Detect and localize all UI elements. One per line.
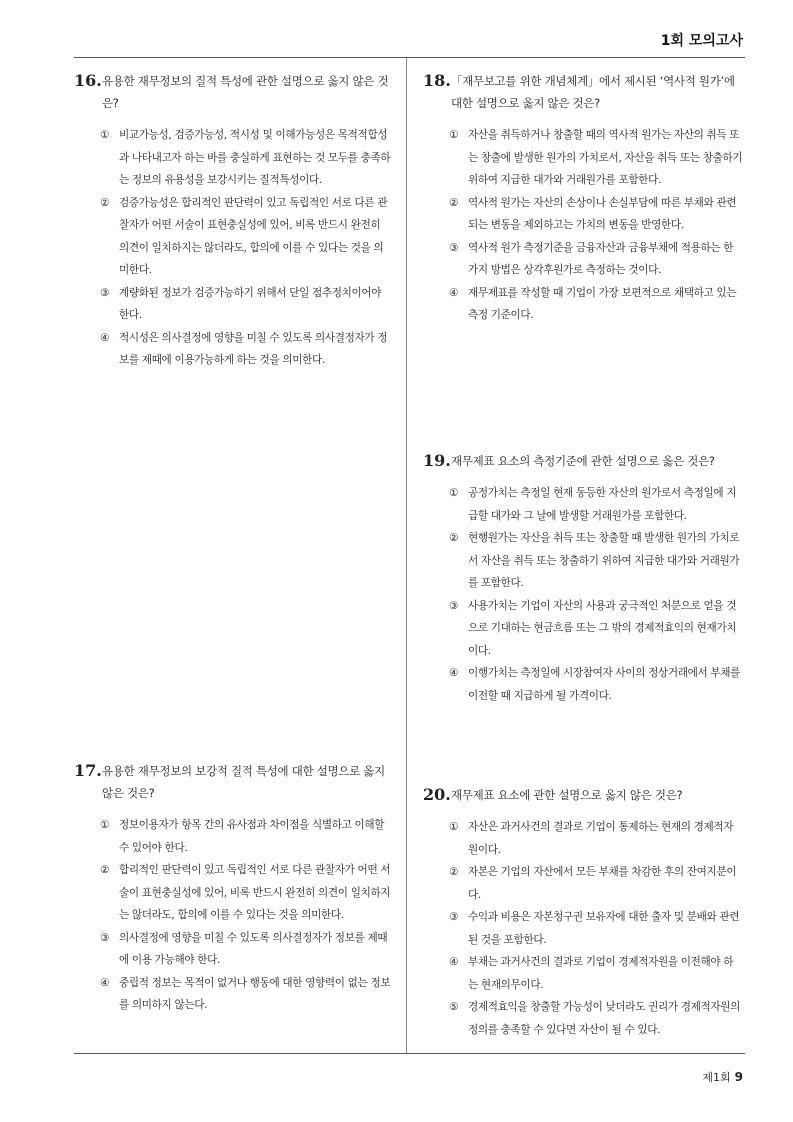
option-text: 현행원가는 자산을 취득 또는 창출할 때 발생한 원가의 가치로서 자산을 취득 또는 창출하기 위하여 지급한 대가와 거래원가를 포함한다. (468, 532, 740, 589)
option-text: 자본은 기업의 자산에서 모든 부채를 차감한 후의 잔여지분이다. (468, 866, 737, 901)
option-marker: ① (100, 129, 110, 141)
option-text: 사용가치는 기업이 자산의 사용과 궁극적인 처분으로 얻을 것으로 기대하는 현금흐름 또는 그 밖의 경제적효익의 현재가치이다. (468, 599, 737, 657)
question-18 (423, 70, 743, 327)
option-text: 자산을 취득하거나 창출할 때의 역사적 원가는 자산의 취득 또는 창출에 발생한 원가의 가치로서, 자산을 취득 또는 창출하기 위하여 지급한 대가와 거래원가를 포함한다. (468, 129, 743, 186)
option-marker: ② (100, 196, 110, 209)
option-marker: ③ (449, 241, 459, 254)
option-1 (449, 124, 743, 192)
question-20 (423, 784, 743, 1041)
page-number: 9 (734, 1070, 743, 1084)
option-3 (449, 595, 743, 663)
question-17-number: 17. (74, 761, 102, 780)
option-text: 합리적인 판단력이 있고 독립적인 서로 다른 관찰자가 어떤 서술이 표현충실성에 있어, 비록 반드시 완전히 의견이 일치하지는 않더라도, 합의에 이를 수 있다는 것을 의미한다. (119, 864, 391, 921)
option-text: 경제적효익을 창출할 가능성이 낮더라도 권리가 경제적자원의 정의를 충족할 수 있다면 자산이 될 수 있다. (468, 1001, 741, 1036)
option-text: 재무제표를 작성할 때 기업이 가장 보편적으로 채택하고 있는 측정 기준이다. (468, 286, 737, 321)
question-20-text: 재무제표 요소에 관한 설명으로 옳지 않은 것은? (451, 788, 683, 802)
option-marker: ③ (100, 286, 110, 299)
option-4 (449, 282, 743, 327)
option-text: 역사적 원가 측정기준을 금융자산과 금융부채에 적용하는 한 가지 방법은 상각후원가로 측정하는 것이다. (468, 241, 734, 276)
option-text: 정보이용자가 항목 간의 유사점과 차이점을 식별하고 이해할 수 있어야 한다. (119, 819, 385, 854)
option-marker: ① (449, 821, 459, 833)
question-16-options (74, 124, 392, 372)
option-3 (100, 282, 392, 327)
question-18-stem (423, 70, 743, 114)
option-5 (449, 996, 743, 1041)
option-3 (100, 927, 392, 972)
question-19-options (423, 482, 743, 707)
option-2 (100, 859, 392, 927)
option-marker: ① (449, 129, 459, 141)
option-text: 비교가능성, 검증가능성, 적시성 및 이해가능성은 목적적합성과 나타내고자 하는 바를 충실하게 표현하는 것 모두를 충족하는 정보의 유용성을 보강시키는 질적특성이다. (119, 129, 391, 186)
option-1 (449, 482, 743, 527)
question-18-options (423, 124, 743, 327)
question-17-stem (74, 760, 392, 804)
option-text: 공정가치는 측정일 현재 동등한 자산의 원가로서 측정일에 지급할 대가와 그 날에 발생할 거래원가를 포함한다. (468, 487, 737, 522)
option-2 (449, 192, 743, 237)
option-3 (449, 237, 743, 282)
option-marker: ⑤ (449, 1001, 459, 1013)
option-marker: ④ (100, 976, 110, 989)
page-header-title: 1회 모의고사 (660, 33, 743, 49)
option-marker: ③ (449, 911, 459, 923)
option-1 (449, 816, 743, 861)
question-19-number: 19. (423, 451, 451, 470)
question-16-stem (74, 70, 392, 114)
question-16-number: 16. (74, 71, 102, 90)
question-19-text: 재무제표 요소의 측정기준에 관한 설명으로 옳은 것은? (451, 454, 715, 468)
option-marker: ② (449, 866, 459, 878)
option-1 (100, 814, 392, 859)
option-marker: ④ (100, 331, 110, 344)
option-text: 의사결정에 영향을 미칠 수 있도록 의사결정자가 정보를 제때에 이용 가능해야 한다. (119, 931, 388, 966)
option-text: 이행가치는 측정일에 시장참여자 사이의 정상거래에서 부채를 이전할 때 지급하게 될 가격이다. (468, 667, 741, 702)
option-2 (449, 527, 743, 595)
option-4 (449, 951, 743, 996)
option-text: 자산은 과거사건의 결과로 기업이 통제하는 현재의 경제적자원이다. (468, 821, 734, 856)
option-marker: ② (449, 196, 459, 209)
question-20-options (423, 816, 743, 1041)
question-17-options (74, 814, 392, 1017)
header-divider (74, 57, 745, 58)
option-text: 중립적 정보는 목적이 없거나 행동에 대한 영향력이 없는 정보를 의미하지 않는다. (119, 976, 391, 1011)
option-text: 역사적 원가는 자산의 손상이나 손실부담에 따른 부채와 관련되는 변동을 제외하고는 가치의 변동을 반영한다. (468, 196, 737, 231)
question-17 (74, 760, 392, 1017)
option-4 (100, 972, 392, 1017)
option-marker: ② (100, 864, 110, 876)
option-marker: ① (100, 819, 110, 831)
option-4 (449, 662, 743, 707)
option-1 (100, 124, 392, 192)
option-marker: ② (449, 532, 459, 544)
option-text: 부채는 과거사건의 결과로 기업이 경제적자원을 이전해야 하는 현재의무이다. (468, 956, 734, 991)
question-19-stem (423, 450, 743, 472)
question-20-stem (423, 784, 743, 806)
column-divider (406, 58, 407, 1053)
option-2 (449, 861, 743, 906)
footer-label: 제1회 (702, 1071, 731, 1084)
question-17-text: 유용한 재무정보의 보강적 질적 특성에 대한 설명으로 옳지 않은 것은? (102, 764, 385, 800)
question-18-text: 「재무보고를 위한 개념체계」에서 제시된 ‘역사적 원가’에 대한 설명으로 옳지 않은 것은? (451, 74, 735, 110)
option-marker: ③ (449, 599, 459, 612)
option-marker: ④ (449, 286, 459, 299)
option-3 (449, 906, 743, 951)
page-footer (702, 1069, 743, 1085)
option-marker: ④ (449, 956, 459, 968)
option-text: 계량화된 정보가 검증가능하기 위해서 단일 점추정치이어야 한다. (119, 286, 382, 321)
option-text: 검증가능성은 합리적인 판단력이 있고 독립적인 서로 다른 관찰자가 어떤 서술이 표현충실성에 있어, 비록 반드시 완전히 의견이 일치하지는 않더라도, 합의에 이를 수 있다는 것을 의미한다. (119, 196, 388, 276)
option-2 (100, 192, 392, 282)
question-18-number: 18. (423, 71, 451, 90)
option-marker: ④ (449, 667, 459, 679)
footer-divider (74, 1053, 745, 1054)
question-16 (74, 70, 392, 372)
option-text: 적시성은 의사결정에 영향을 미칠 수 있도록 의사결정자가 정보를 제때에 이용가능하게 하는 것을 의미한다. (119, 331, 388, 366)
question-16-text: 유용한 재무정보의 질적 특성에 관한 설명으로 옳지 않은 것은? (102, 74, 389, 110)
option-text: 수익과 비용은 자본청구권 보유자에 대한 출자 및 분배와 관련된 것을 포함한다. (468, 911, 740, 946)
option-marker: ① (449, 487, 459, 499)
option-4 (100, 327, 392, 372)
question-19 (423, 450, 743, 707)
question-20-number: 20. (423, 785, 451, 804)
option-marker: ③ (100, 931, 110, 944)
